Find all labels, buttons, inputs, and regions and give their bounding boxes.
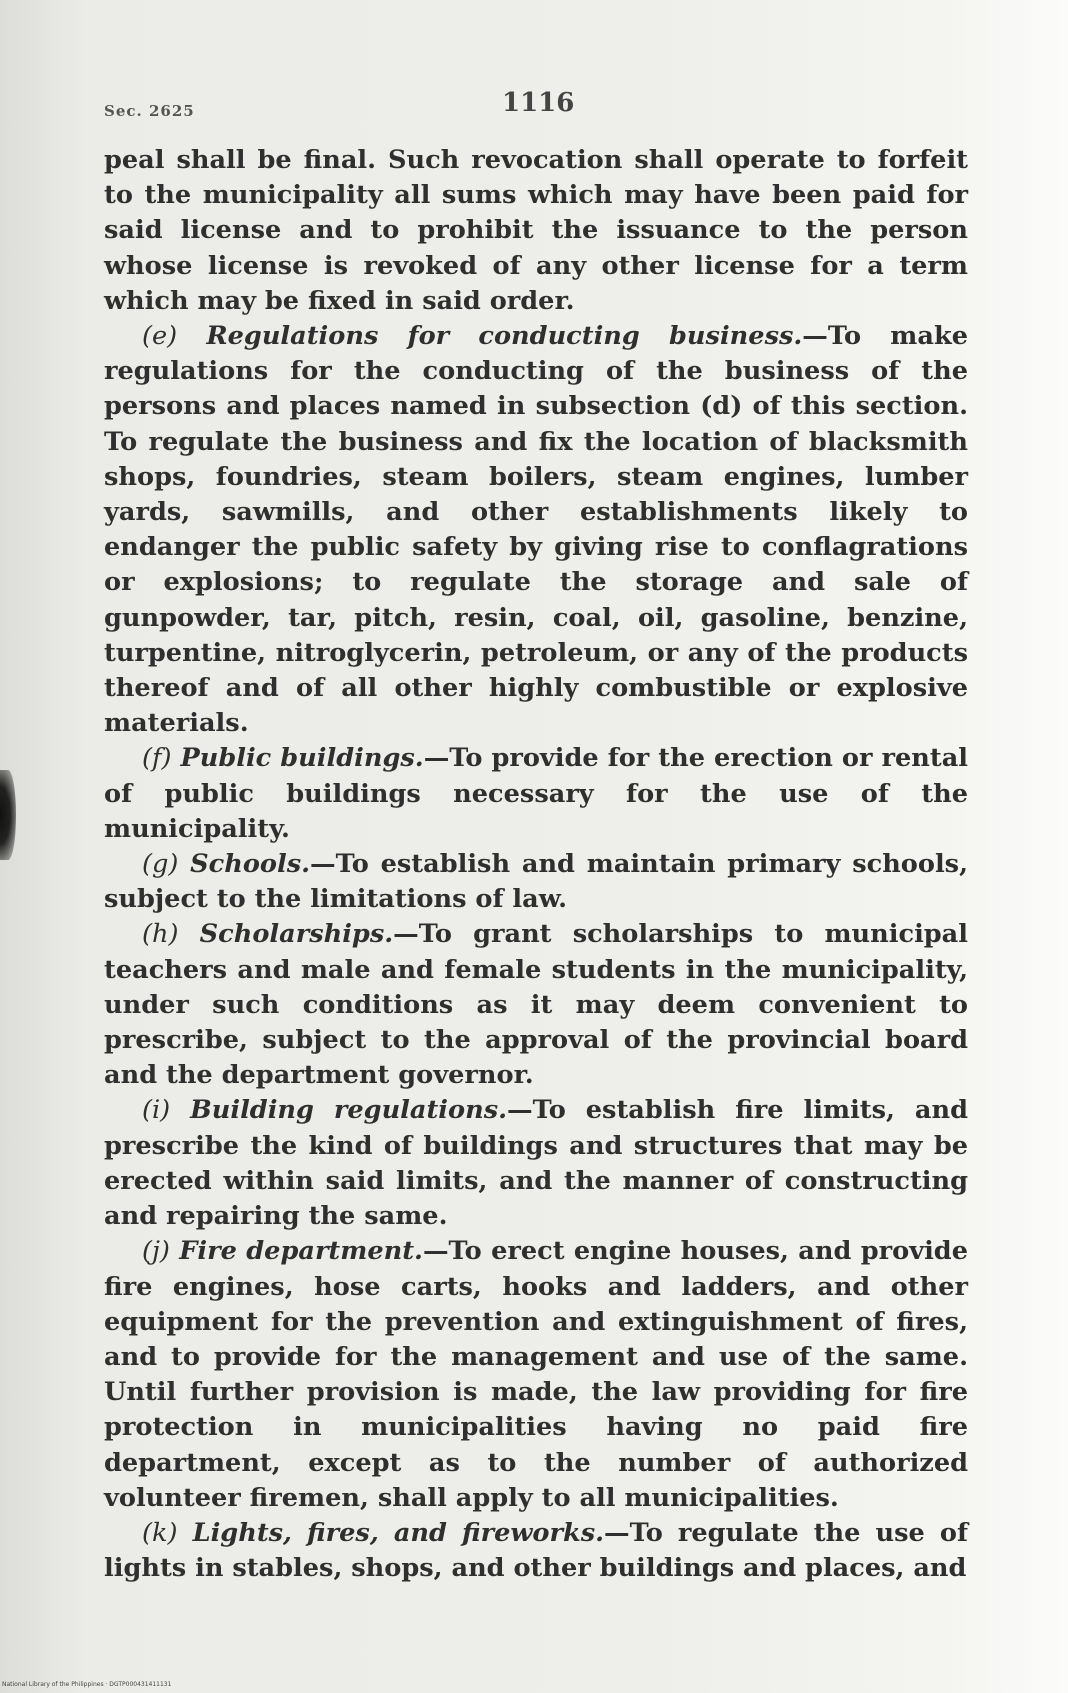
page-header bbox=[104, 88, 968, 128]
page-number: 1116 bbox=[502, 88, 575, 118]
paragraph-letter: (g) bbox=[142, 849, 179, 880]
archive-stamp: National Library of the Philippines · DGTP000431411131 bbox=[2, 1681, 172, 1688]
paragraph-letter: (e) bbox=[142, 321, 178, 352]
paragraph-heading: Lights, fires, and fireworks. bbox=[192, 1517, 605, 1548]
paragraph-letter: (j) bbox=[142, 1236, 170, 1267]
paragraph-text: —To establish fire limits, and prescribe the kind of buildings and structures that may be erected within said limits, and the manner of constructing and repairing the same. bbox=[104, 1095, 968, 1232]
paragraph-letter: (f) bbox=[142, 743, 172, 774]
paragraph-text: —To regulate the use of lights in stables, shops, and other buildings and places, and bbox=[104, 1517, 968, 1584]
paragraph-heading: Public buildings. bbox=[180, 743, 424, 774]
paragraph-f bbox=[104, 741, 968, 847]
binding-shadow bbox=[0, 770, 16, 860]
paragraph-j bbox=[104, 1234, 968, 1516]
paragraph-heading: Schools. bbox=[190, 849, 311, 880]
section-reference: Sec. 2625 bbox=[104, 102, 195, 120]
paragraph-heading: Scholarships. bbox=[199, 919, 394, 950]
paragraph-text: —To erect engine houses, and provide fire engines, hose carts, hooks and ladders, and other equipment for the prevention and extinguishment of fires, and to provide for the management and use of the same. Until further provision is made, the law providing for fire protection in municipalities having no paid fire department, except as to the number of authorized volunteer firemen, shall apply to all municipalities. bbox=[104, 1236, 968, 1513]
paragraph-k bbox=[104, 1516, 968, 1586]
paragraph-text: peal shall be final. Such revocation shall operate to forfeit to the municipality all sums which may have been paid for said license and to prohibit the issuance to the person whose license is revoked of any other license for a term which may be fixed in said order. bbox=[104, 145, 968, 316]
paragraph-heading: Regulations for conducting business. bbox=[206, 321, 803, 352]
paragraph-text: —To make regulations for the conducting of the business of the persons and places named in subsection (d) of this section. To regulate the business and fix the location of blacksmith shops, foundries, steam boilers, steam engines, lumber yards, sawmills, and other establishments likely to endanger the public safety by giving rise to conflagrations or explosions; to regulate the storage and sale of gunpowder, tar, pitch, resin, coal, oil, gasoline, benzine, turpentine, nitroglycerin, petroleum, or any of the products thereof and of all other highly combustible or explosive materials. bbox=[104, 321, 968, 739]
paragraph-letter: (h) bbox=[142, 919, 179, 950]
paragraph-letter: (i) bbox=[142, 1095, 171, 1126]
paragraph-g bbox=[104, 847, 968, 917]
paragraph-text: —To provide for the erection or rental of public buildings necessary for the use of the municipality. bbox=[104, 743, 968, 844]
paragraph-i bbox=[104, 1093, 968, 1234]
body-text bbox=[104, 143, 968, 1586]
paragraph-text: —To grant scholarships to municipal teachers and male and female students in the municipality, under such conditions as it may deem convenient to prescribe, subject to the approval of the provincial board and the department governor. bbox=[104, 919, 968, 1091]
paragraph-letter: (k) bbox=[142, 1517, 178, 1548]
paragraph-h bbox=[104, 917, 968, 1093]
paragraph-heading: Building regulations. bbox=[190, 1095, 508, 1126]
paragraph-text: —To establish and maintain primary schools, subject to the limitations of law. bbox=[104, 849, 968, 915]
paragraph-e bbox=[104, 319, 968, 741]
paragraph-continuation bbox=[104, 143, 968, 319]
paragraph-heading: Fire department. bbox=[179, 1236, 423, 1267]
